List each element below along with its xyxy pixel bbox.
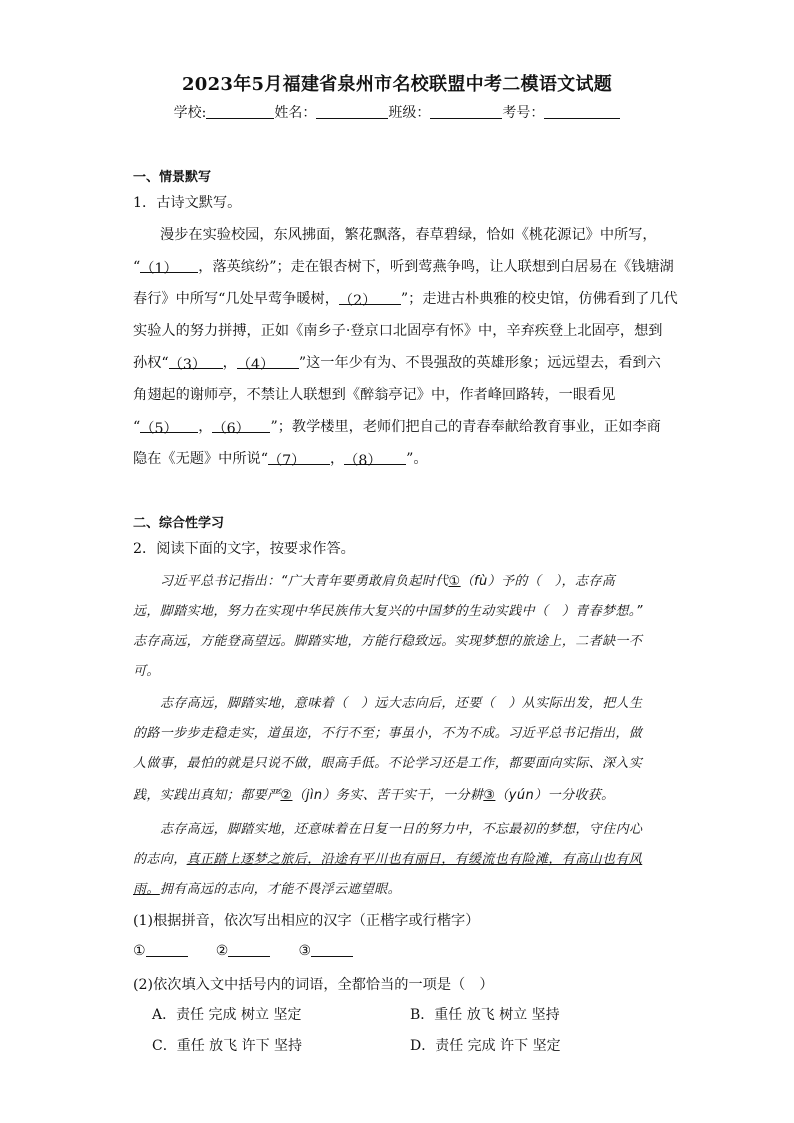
exam-no-label: 考号： <box>502 105 545 121</box>
answer-blank-3[interactable] <box>311 942 353 957</box>
passage-line: 志存高远，脚踏实地，意味着（ ）远大志向后，还要（ ）从实际出发，把人生 <box>160 696 643 711</box>
passage-line: 志存高远，方能登高望远。脚踏实地，方能行稳致远。实现梦想的旅途上，二者缺一不 <box>133 634 643 649</box>
text: 孙权“ <box>133 355 169 371</box>
passage-line <box>133 784 615 803</box>
underlined-sentence-end: 雨。 <box>133 882 160 897</box>
blank-label: （6） <box>212 421 250 437</box>
blank-1[interactable] <box>140 258 198 277</box>
answer-blanks-row <box>133 942 353 959</box>
text: ， <box>329 451 345 467</box>
paragraph-line <box>133 288 678 308</box>
text: 践，实践出真知；都要严 <box>133 788 281 803</box>
blank-2[interactable] <box>338 290 401 309</box>
option-a[interactable]: A．责任 完成 树立 坚定 <box>152 1007 302 1023</box>
sub-question-1: (1)根据拼音，依次写出相应的汉字（正楷字或行楷字） <box>133 913 480 929</box>
answer-blank-1[interactable] <box>146 942 188 957</box>
text: ”。 <box>406 451 428 467</box>
text: “ <box>133 419 141 435</box>
class-label: 班级： <box>388 105 431 121</box>
class-blank[interactable] <box>430 104 502 119</box>
blank-7[interactable] <box>267 450 330 469</box>
blank-label: （3） <box>168 357 207 373</box>
student-info-row <box>0 102 794 122</box>
blank-3[interactable] <box>168 354 223 373</box>
text: “ <box>133 259 141 275</box>
blank-label: （7） <box>267 453 306 469</box>
blank-label: （4） <box>236 357 275 373</box>
option-d[interactable]: D．责任 完成 许下 坚定 <box>410 1038 561 1054</box>
passage-line <box>160 570 615 589</box>
passage-line: 的路一步步走稳走实，道虽迩，不行不至；事虽小，不为不成。习近平总书记指出，做 <box>133 726 643 741</box>
passage-line: 可。 <box>133 664 160 679</box>
blank-marker-3: ③ <box>483 788 496 803</box>
school-blank[interactable] <box>206 104 274 119</box>
text: ， <box>222 355 237 371</box>
blank-label: ① <box>133 943 146 959</box>
text: （fù）予的（ ），志存高 <box>460 574 616 589</box>
text: ”；教学楼里，老师们把自己的青春奉献给教育事业，正如李商 <box>270 419 661 435</box>
question-label: 1．古诗文默写。 <box>133 195 242 211</box>
text: （yún）一分收获。 <box>495 788 615 803</box>
text: 春行》中所写“几处早莺争暖树， <box>133 291 339 307</box>
exam-no-blank[interactable] <box>544 104 620 119</box>
paragraph-line <box>133 448 428 468</box>
question-label: 2．阅读下面的文字，按要求作答。 <box>133 541 355 557</box>
blank-label: ② <box>215 943 229 959</box>
underlined-sentence: 真正踏上逐梦之旅后，沿途有平川也有丽日，有缓流也有险滩，有高山也有风 <box>186 852 643 867</box>
passage-line <box>133 848 642 867</box>
section-heading: 一、情景默写 <box>133 170 212 185</box>
blank-marker-2: ② <box>280 788 293 803</box>
text: 隐在《无题》中所说“ <box>133 451 268 467</box>
name-blank[interactable] <box>316 104 388 119</box>
blank-4[interactable] <box>236 354 299 373</box>
sub-question-2: (2)依次填入文中括号内的词语，全都恰当的一项是（ ） <box>133 977 494 993</box>
blank-label: ③ <box>298 943 312 959</box>
name-label: 姓名： <box>274 105 317 121</box>
text: 的志向， <box>133 852 187 867</box>
blank-marker-1: ① <box>448 574 461 589</box>
blank-label: （1） <box>140 261 178 277</box>
passage-line: 远，脚踏实地，努力在实现中华民族伟大复兴的中国梦的生动实践中（ ）青春梦想。” <box>133 604 643 619</box>
blank-label: （8） <box>344 453 382 469</box>
text: ”这一年少有为、不畏强敌的英雄形象；远远望去，看到六 <box>298 355 661 371</box>
blank-8[interactable] <box>344 450 406 469</box>
text: ”；走进古朴典雅的校史馆，仿佛看到了几代 <box>400 291 678 307</box>
paragraph-line: 漫步在实验校园，东风拂面，繁花飘落，春草碧绿，恰如《桃花源记》中所写， <box>160 227 657 243</box>
text: ，落英缤纷”；走在银杏树下，听到莺燕争鸣，让人联想到白居易在《钱塘湖 <box>198 259 674 275</box>
school-label: 学校: <box>173 105 207 121</box>
blank-label: （5） <box>140 421 178 437</box>
passage-line: 人做事，最怕的就是只说不做，眼高手低。不论学习还是工作，都要面向实际、深入实 <box>133 756 643 771</box>
text: （jìn）务实、苦干实干，一分耕 <box>292 788 484 803</box>
answer-blank-2[interactable] <box>228 942 270 957</box>
paragraph-line <box>133 352 661 372</box>
passage-line: 志存高远，脚踏实地，还意味着在日复一日的努力中，不忘最初的梦想，守住内心 <box>160 822 643 837</box>
blank-6[interactable] <box>212 418 270 437</box>
paragraph-line: 实验人的努力拼搏，正如《南乡子·登京口北固亭有怀》中，辛弃疾登上北固亭，想到 <box>133 323 663 339</box>
option-b[interactable]: B．重任 放飞 树立 坚持 <box>410 1007 560 1023</box>
text: 习近平总书记指出：“广大青年要勇敢肩负起时代 <box>160 574 449 589</box>
paragraph-line: 角翅起的谢师亭，不禁让人联想到《醉翁亭记》中，作者峰回路转，一眼看见 <box>133 387 616 403</box>
passage-line <box>133 878 401 897</box>
page-title: 2023年5月福建省泉州市名校联盟中考二模语文试题 <box>181 74 613 95</box>
paragraph-line <box>133 416 661 436</box>
option-c[interactable]: C．重任 放飞 许下 坚持 <box>152 1038 303 1054</box>
text: ， <box>198 419 213 435</box>
text: 拥有高远的志向，才能不畏浮云遮望眼。 <box>159 882 402 897</box>
blank-label: （2） <box>338 293 377 309</box>
section-heading: 二、综合性学习 <box>133 516 225 531</box>
paragraph-line <box>133 256 674 276</box>
blank-5[interactable] <box>140 418 198 437</box>
